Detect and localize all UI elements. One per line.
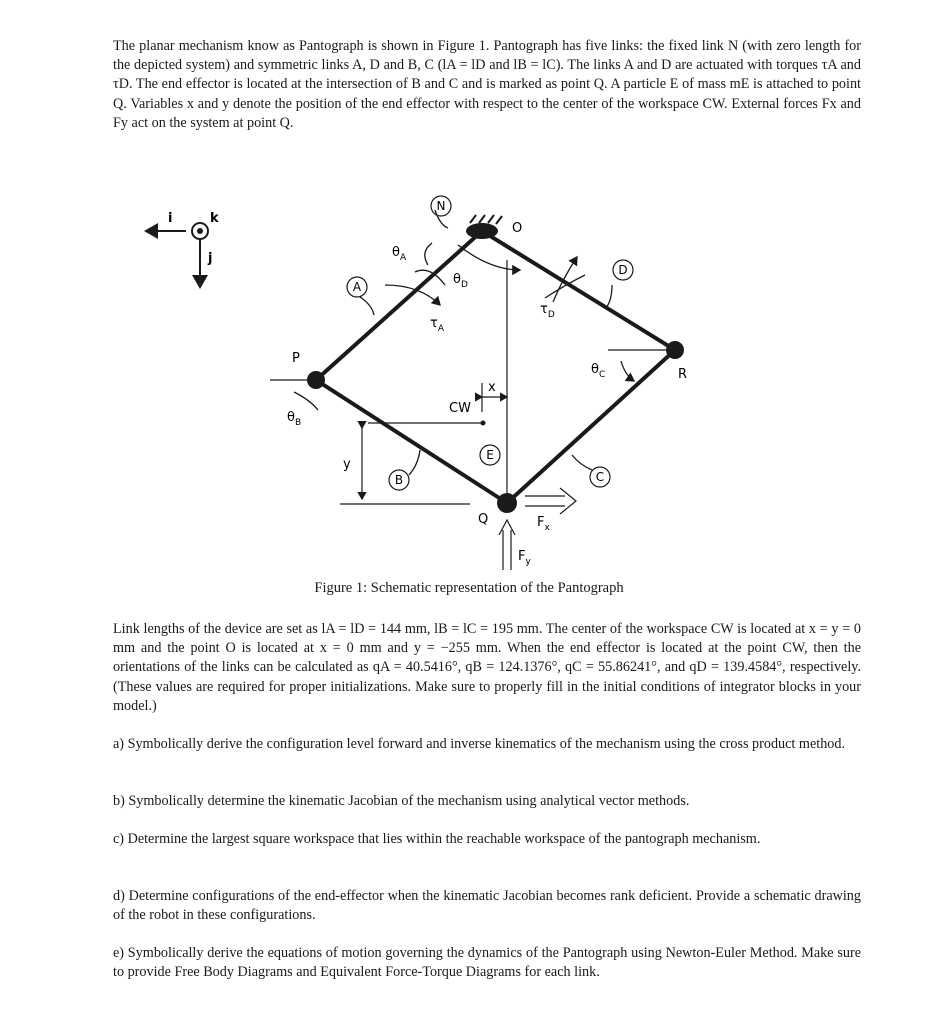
- cw-point: [481, 421, 486, 426]
- j-axis-label: j: [208, 251, 213, 266]
- pantograph-figure: [0, 180, 938, 580]
- i-axis-label: i: [168, 211, 173, 226]
- force-Fy-label: $F_y$: [518, 549, 531, 567]
- point-Q-label: Q: [478, 512, 489, 527]
- point-O-label: O: [512, 221, 523, 236]
- coord-y-label: y: [343, 457, 351, 472]
- link-A-label: A: [352, 280, 362, 294]
- force-Fx-arrow: [525, 488, 576, 514]
- question-a: a) Symbolically derive the configuration level forward and inverse kinematics of the mechanism using the cross product method.: [113, 736, 846, 752]
- link-E-label: E: [486, 448, 494, 462]
- fixed-base: [466, 215, 502, 239]
- question-c: c) Determine the largest square workspace that lies within the reachable workspace of the pantograph mechanism.: [113, 831, 761, 847]
- intro-paragraph: The planar mechanism know as Pantograph is shown in Figure 1. Pantograph has five links: the fixed link N (with zero length for the depicted system) and symmetric links A, D and B, C (lA = lD and lB = lC). The links A and D are actuated with torques τA and τD. The end effector is located at the intersection of B and C and is marked as point Q. A particle E of mass mE is attached to point Q. Variables x and y denote the position of the end effector with respect to the center of the workspace CW. External forces Fx and Fy act on the system at point Q.: [113, 38, 861, 131]
- theta-B-label: $\theta_B$: [287, 410, 302, 428]
- coord-x-label: x: [488, 380, 496, 395]
- force-Fx-label: $F_x$: [537, 515, 550, 533]
- link-B: [316, 380, 507, 503]
- link-B-label: B: [394, 473, 404, 487]
- link-C-label: C: [595, 470, 605, 484]
- tau-D-label: $\tau_D$: [540, 302, 555, 320]
- tau-A-label: $\tau_A$: [430, 316, 444, 334]
- coordinate-frame: [146, 211, 219, 287]
- question-b: b) Symbolically determine the kinematic Jacobian of the mechanism using analytical vector methods.: [113, 793, 690, 809]
- point-R-label: R: [678, 367, 688, 382]
- question-e: e) Symbolically derive the equations of motion governing the dynamics of the Pantograph using Newton-Euler Method. Make sure to provide Free Body Diagrams and Equivalent Force-Torque Diagrams for each link.: [113, 945, 861, 981]
- link-N-label: N: [436, 199, 446, 213]
- link-lengths-paragraph: Link lengths of the device are set as lA = lD = 144 mm, lB = lC = 195 mm. The center of the workspace CW is located at x = y = 0 mm and the point O is located at x = 0 mm and y = −255 mm. When the end effector is located at the point CW, then the orientations of the links can be calculated as qA = 40.5416°, qB = 124.1376°, qC = 55.86241°, and qD = 139.4584°, respectively. (These values are required for proper initializations. Make sure to properly fill in the initial conditions of integrator blocks in your model.): [113, 621, 861, 714]
- force-Fy-arrow: [499, 520, 515, 570]
- k-axis-label: k: [210, 211, 219, 226]
- theta-D-label: $\theta_D$: [453, 272, 468, 290]
- figure-caption: Figure 1: Schematic representation of the Pantograph: [314, 580, 624, 596]
- question-d: d) Determine configurations of the end-effector when the kinematic Jacobian becomes rank deficient. Provide a schematic drawing of the robot in these configurations.: [113, 888, 861, 924]
- point-P-label: P: [292, 351, 300, 366]
- point-CW-label: CW: [449, 401, 471, 416]
- link-D: [482, 231, 675, 350]
- link-D-label: D: [618, 263, 628, 277]
- theta-C-label: $\theta_C$: [591, 362, 606, 380]
- theta-A-label: $\theta_A$: [392, 245, 407, 263]
